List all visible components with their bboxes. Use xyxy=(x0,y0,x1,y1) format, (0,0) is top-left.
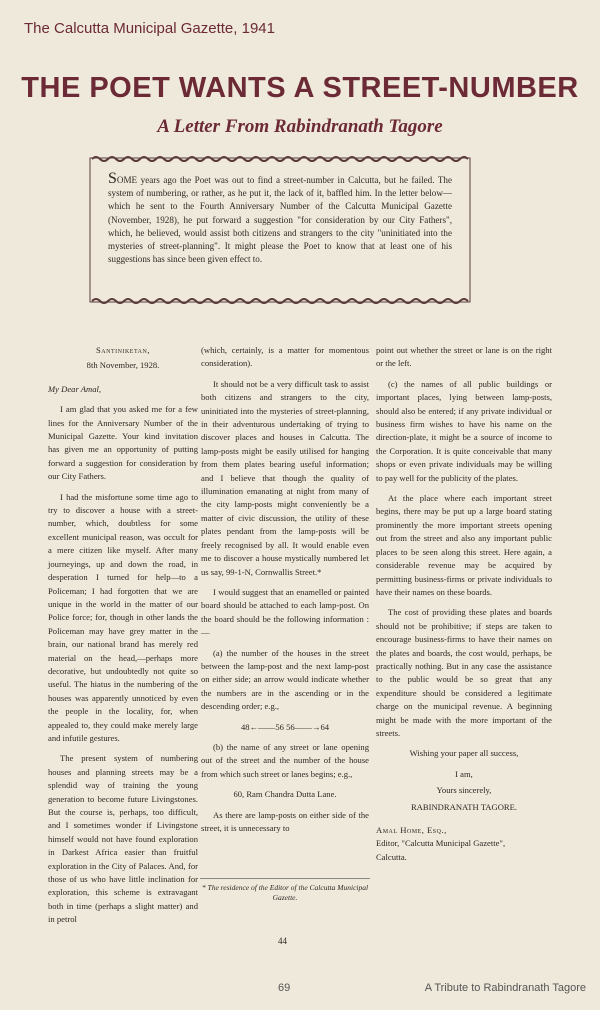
footnote: * The residence of the Editor of the Calcutta Municipal Gazette. xyxy=(200,878,370,903)
intro-body: OME years ago the Poet was out to find a street-number in Calcutta, but he failed. The system of numbering, or rather, as he put it, the lack of it, baffled him. In the letter below—which he sent to the Fourth Anniversary Number of the Calcutta Municipal Gazette (November, 1928), he put forward a suggestion "for consideration by our City Fathers", which, he believed, would assist both citizens and strangers to the city "uninitiated into the mysteries of street-planning". It might please the Poet to know that at least one of his suggestions has since been given effect to. xyxy=(108,175,452,265)
salutation: My Dear Amal, xyxy=(48,383,102,394)
column-3 xyxy=(376,344,552,864)
paragraph: I am glad that you asked me for a few lines for the Anniversary Number of the Municipal Gazette. Your kind invitation has given me an opportunity of putting forward a suggestion for consideration by our City Fathers. xyxy=(48,404,198,482)
paragraph: The present system of numbering houses and planning streets may be a splendid way of training the young generation to become future Livingstones. But the course is, perhaps, too difficult, and I sometimes wonder if Livingstone himself would not have found exploration in Darkest Africa easier than fruitful exploration in the City of Palaces. And, for those of us who have little inclination for exploration, this scheme is extravagant both in time (perhaps a slight matter) and in petrol xyxy=(48,753,198,925)
book-title: A Tribute to Rabindranath Tagore xyxy=(424,982,586,994)
dropcap: S xyxy=(108,170,117,187)
paragraph: As there are lamp-posts on either side of the street, it is unnecessary to xyxy=(201,809,369,833)
paragraph: point out whether the street or lane is on the right or the left. xyxy=(376,345,552,369)
intro-text xyxy=(108,170,452,266)
subhead: A Letter From Rabindranath Tagore xyxy=(157,116,443,137)
paragraph: (a) the number of the houses in the street between the lamp-post and the next lamp-post on either side; an arrow would indicate whether the numbers are in the ascending or in the descending order; e.g., xyxy=(201,647,369,712)
addressee-name: Amal Home, Esq., xyxy=(376,825,447,835)
addressee-title: Editor, "Calcutta Municipal Gazette", xyxy=(376,838,506,849)
column-2 xyxy=(201,344,369,842)
yours: Yours sincerely, xyxy=(436,785,492,796)
paragraph: At the place where each important street begins, there may be put up a large board stating prominently the more important streets opening out from the street and also any important public places to be seen along this street. Here again, a considerable revenue may be acquired by permitting business-firms or private individuals to have their names on these boards. xyxy=(376,493,552,597)
page-number: 69 xyxy=(278,982,291,994)
paragraph: It should not be a very difficult task to assist both citizens and strangers to the city, uninitiated into the mysteries of street-planning, in their adventurous undertaking of trying to discover places and houses in Calcutta. The lamp-posts might be easily utilised for hanging from them plates bearing useful information; and I believe that though the quality of illumination emanating at night from many of the city lamp-posts might conveniently be a matter of civic discussion, the utility of these plates pendant from the lamp-posts will be freely recognised by all. It would enable even me to discover a house mystically numbered let us say, 99-1-N, Cornwallis Street.* xyxy=(201,378,369,577)
paragraph: (c) the names of all public buildings or important places, lying between lamp-posts, should also be entered; if any private individual or business firm wishes to have his name on the direction-plate, it might be a source of income to the Corporation. It is quite conceivable that many shops or even private individuals may be willing to pay well for the publicity of the plates. xyxy=(376,378,552,483)
arrow-example: 48←——56 56——→64 xyxy=(240,721,330,732)
paragraph: The cost of providing these plates and boards should not be prohibitive; if steps are taken to encourage business-firms to have their names on the plates and boards, the cost would, perhaps, be practically nothing. But in any case the assistance to the public would be so great that any expenditure should be considered a legitimate charge on the municipal revenue. A beginning might be made with the more important of the streets. xyxy=(376,607,552,738)
headline: THE POET WANTS A STREET-NUMBER xyxy=(21,72,579,104)
signature: RABINDRANATH TAGORE. xyxy=(410,801,518,812)
letter-place: Santiniketan, xyxy=(96,345,150,355)
lane-example: 60, Ram Chandra Dutta Lane. xyxy=(233,789,337,800)
original-page-number: 44 xyxy=(278,936,287,946)
paragraph: I had the misfortune some time ago to try to discover a house with a street-number, which, doubtless for some excellent municipal reason, was occult for a mere citizen like myself. After many journeyings, up and down the road, in desperation I turned for help—to a Policeman; I had forgotten that we are unique in the world in the matter of our Police force; for, though in other lands the Policeman may have grey matter in the brain, our national brand has merely red material on the head,—perhaps more decorative, but undoubtedly not quite so useful. The hiatus in the numbering of the houses was apparently unnoticed by even the people in the locality, for, when appealed to, they could make merely large and infutile gestures. xyxy=(48,491,198,743)
intro-box xyxy=(88,156,472,304)
letter-date: 8th November, 1928. xyxy=(86,360,160,371)
column-1 xyxy=(48,344,198,934)
addressee-city: Calcutta. xyxy=(376,851,407,862)
paragraph: (b) the name of any street or lane opening out of the street and the number of the house from which such street or lanes begins; e.g., xyxy=(201,741,369,779)
closing: I am, xyxy=(455,768,473,779)
wishing: Wishing your paper all success, xyxy=(409,748,519,759)
gazette-title: The Calcutta Municipal Gazette, 1941 xyxy=(24,20,275,37)
paragraph: I would suggest that an enamelled or painted board should be attached to each lamp-post. On the board should be the following information :— xyxy=(201,586,369,638)
paragraph: (which, certainly, is a matter for momentous consideration). xyxy=(201,345,369,369)
